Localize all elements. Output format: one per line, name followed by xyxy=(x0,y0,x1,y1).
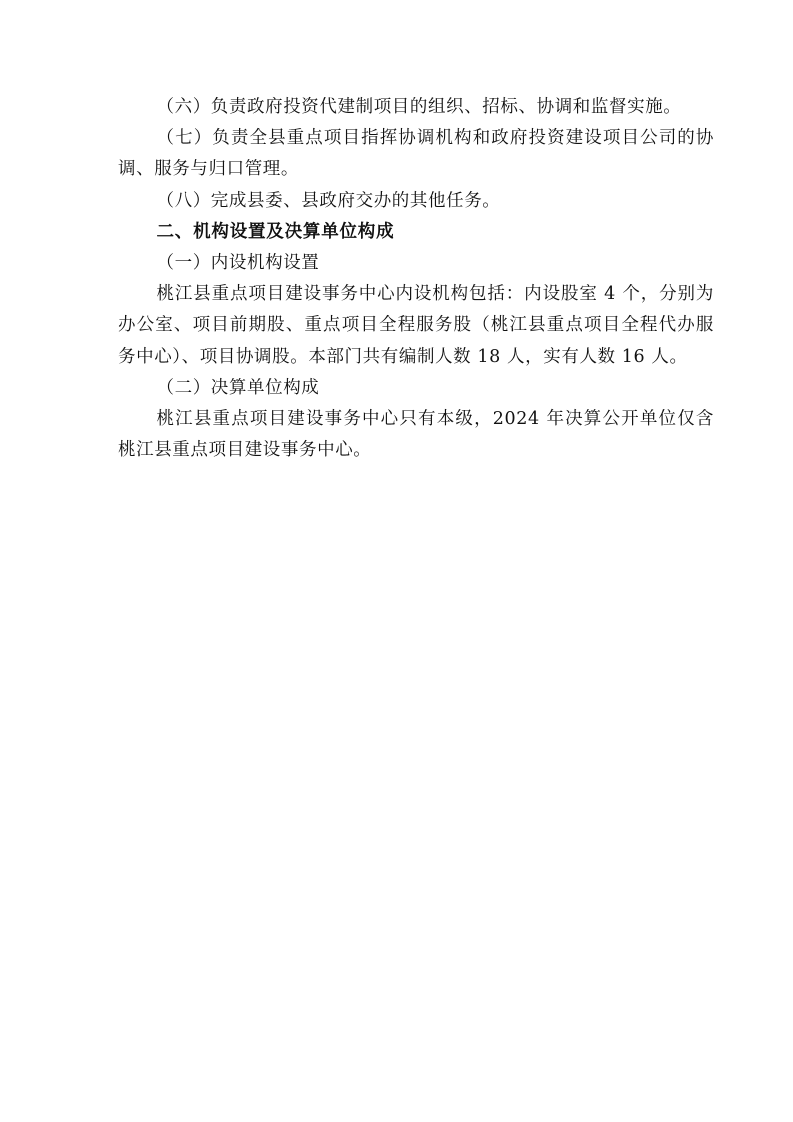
subsection-heading-internal: （一）内设机构设置 xyxy=(156,253,320,274)
paragraph-duty-6: （六）负责政府投资代建制项目的组织、招标、协调和监督实施。 xyxy=(156,97,682,117)
paragraph-budget-units: 桃江县重点项目建设事务中心只有本级，2024 年决算公开单位仅含桃江县重点项目建设事务中心。 xyxy=(118,409,714,461)
paragraph-internal-structure: 桃江县重点项目建设事务中心内设机构包括：内设股室 4 个，分别为办公室、项目前期股、重点项目全程服务股（桃江县重点项目全程代办服务中心）、项目协调股。本部门共有编制人数 18 人，实有人数 16 人。 xyxy=(118,284,714,367)
document-body xyxy=(118,92,714,466)
paragraph-duty-8: （八）完成县委、县政府交办的其他任务。 xyxy=(156,190,501,211)
paragraph-duty-7: （七）负责全县重点项目指挥协调机构和政府投资建设项目公司的协调、服务与归口管理。 xyxy=(118,128,714,180)
subsection-heading-budget-units: （二）决算单位构成 xyxy=(156,377,320,398)
section-heading: 二、机构设置及决算单位构成 xyxy=(156,221,395,242)
